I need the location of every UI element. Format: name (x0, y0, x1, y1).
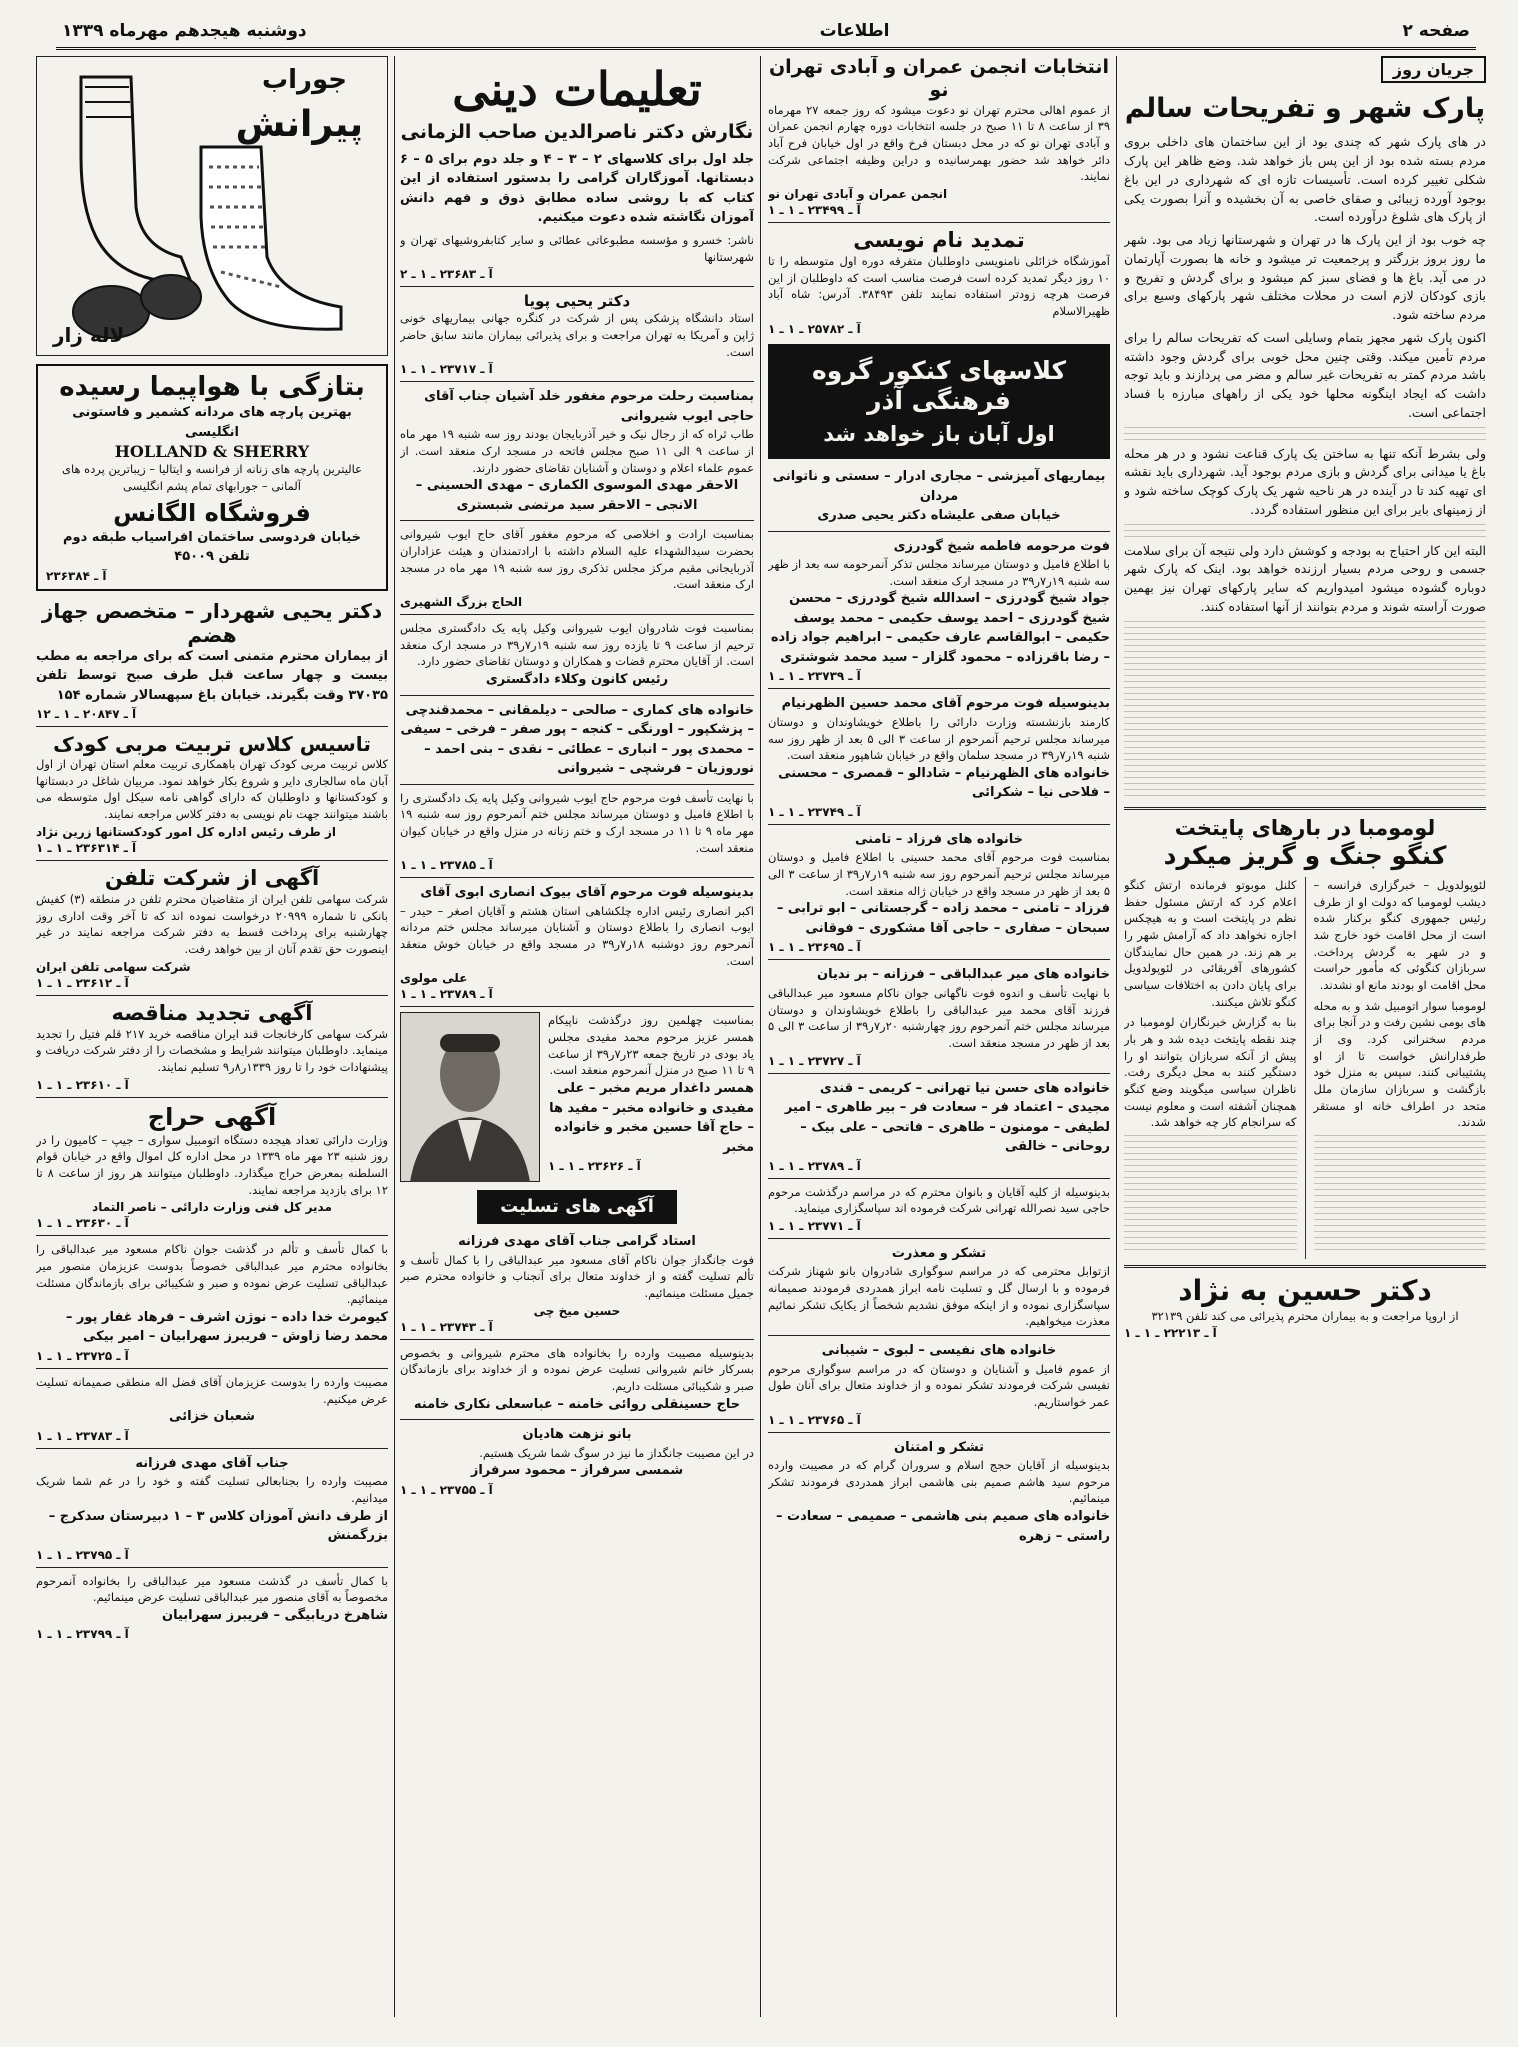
ad-code: آ ـ ۲۳۷۴۳ ـ ۱ ـ ۱ (400, 1319, 493, 1334)
divider (36, 1097, 388, 1098)
obituary-signature: علی مولوی (400, 971, 468, 986)
ad-code: آ ـ ۲۳۶۹۵ ـ ۱ ـ ۱ (768, 940, 861, 955)
obituary-text: بدینوسیله از کلیه آقایان و بانوان محترم که در مراسم درگذشت مرحوم حاجی سید نصرالله تهرانی شرکت فرموده اند سپاسگزاری مینماید. (768, 1184, 1110, 1216)
column-rule (1116, 56, 1117, 2017)
notice-text: از عموم اهالی محترم تهران نو دعوت میشود که روز جمعه ۲۷ مهرماه ۳۹ از ساعت ۸ تا ۱۱ صبح در جلسه انتخابات دوره چهارم انجمن عمران و آبادی تهران نو که در محل دبستان فرخ واقع در اول خیابان فرح آباد دائر خواهد شد حضور بهمرسانیده و دراین وظیفه اجتماعی شرکت نمایند. (768, 102, 1110, 184)
condolence-signature: حسین میخ چی (533, 1303, 621, 1318)
doctor-ad-name: دکتر حسین به نژاد (1178, 1273, 1432, 1307)
masthead (56, 14, 1476, 50)
notice-text: شرکت سهامی کارخانجات قند ایران مناقصه خرید ۲۱۷ قلم فتیل را تجدید مینماید. داوطلبان میتوانند شرایط و مشخصات را از دفتر شرکت دریافت و پیشنهادات خود را تا روز ۱۳۳۹ر۸ر۹ تسلیم نمایند. (36, 1026, 388, 1075)
obituary-names: خانواده های کماری – صالحی – دیلمقانی – محمدقندچی – پزشکپور – اورنگی – کنجه – پور صفر – فرخی – سیفی – محمدی پور – انباری – عطائی – نقدی – بنی احمد – نوروزیان – فرشچی – شیروانی (400, 702, 754, 777)
congo-subheadline: کنگو جنگ و گریز میکرد (1163, 840, 1447, 870)
ad-code: آ ـ ۲۳۷۶۵ ـ ۱ ـ ۱ (768, 1412, 861, 1427)
divider (36, 995, 388, 996)
faded-text (1124, 621, 1486, 801)
thanks-title: تشکر و معذرت (891, 1245, 987, 1261)
faded-text (1124, 1135, 1297, 1255)
article-paragraph: لومومبا سوار اتومبیل شد و به محله های بومی نشین رفت و در آنجا برای مردم سخنرانی کرد. وی از طرفدارانش خواست تا از او پشتیبانی کنند. سپس به منزل خود بازگشت و سربازان سازمان ملل متحد در اطراف خانه او مستقر شدند. (1313, 998, 1486, 1130)
ad-code: آ ـ ۲۳۶۱۲ ـ ۱ ـ ۱ (36, 975, 129, 990)
condolence-text: در این مصیبت جانگداز ما نیز در سوگ شما شریک هستیم. (479, 1445, 754, 1460)
obituary-names: جواد شیخ گودرزی – اسدالله شیخ گودرزی – محسن شیخ گودرزی – احمد یوسف حکیمی – محمد یوسف حکیمی – ابوالقاسم عارف حکیمی – ابراهیم جواد زاده – رضا باقرزاده – محمود گلزار – سید محمد شوشتری (770, 591, 1110, 665)
faded-text (1124, 524, 1486, 538)
condolence-signature: حاج حسینقلی روائی خامنه – عباسعلی نکاری خامنه (413, 1396, 741, 1412)
section-label: جریان روز (1381, 56, 1486, 83)
divider (768, 1238, 1110, 1239)
article-paragraph: در های پارک شهر که چندی بود از این ساختمان های داخلی بروی مردم بسته شده بود از این پس باز خواهد شد. وضع ظاهر این پارک شکلی تغییر کرده است. تأسیسات تازه ای که شهرداری در این باغ بوجود آورده زیبائی و صفای خاصی به آن بخشیده و آنرا بصورت یکی از پارک های شلوغ درآورده است. (1124, 134, 1486, 225)
notice-signature: مدیر کل فنی وزارت دارائی – ناصر التماد (92, 1200, 332, 1215)
obituary-signature: الحاج بزرگ الشهیری (400, 595, 523, 610)
divider (36, 1368, 388, 1369)
condolence-text: فوت جانگداز جوان ناکام آقای مسعود میر عبدالباقی را با کمال تأسف و تألم تسلیت گفته و از خداوند متعال برای آنجناب و خانواده محترم صبر جمیل مسئلت مینمائیم. (400, 1252, 754, 1300)
socks-label: جوراب (261, 65, 347, 95)
divider (400, 381, 754, 382)
article-paragraph: چه خوب بود از این پارک ها در تهران و شهرستانها زیاد می بود. شهر ما روز بروز بزرگتر و پرجمعیت تر میشود و خانه ها بصورت آپارتمان در می آید. باغ ها و فضای سبز کم میشود و برای گردش و تفریح و بازی کودکان لازم است در محلات مختلف شهر پارکهای وسیع برای مردم ساخته شود. (1124, 232, 1486, 323)
memorial-text: بمناسبت چهلمین روز درگذشت ناپیکام همسر عزیز مرحوم محمد مفیدی مجلس یاد بودی در تاریخ جمعه ۲۳ر۷ر۳۹ از ساعت ۹ تا ۱۱ صبح در منزل آنمرحوم منعقد است. (548, 1013, 754, 1078)
memorial-signature: همسر داغدار مریم مخبر – علی مفیدی و خانواده مخبر – مفید ها – حاج آقا حسین مخبر و خانواده مخبر (549, 1081, 754, 1155)
notice-title: آگهی حراج (147, 1102, 277, 1131)
condolence-signature: از طرف دانش آموزان کلاس ۳ – ۱ دبیرستان سدکرج – بزرگمنش (48, 1508, 388, 1544)
divider (768, 222, 1110, 223)
condolence-text: با کمال تأسف در گذشت مسعود میر عبدالباقی را بخانواده آنمرحوم مخصوصاً به آقای منصور میر عبدالباقی تسلیت عرض مینمائیم. (36, 1573, 388, 1605)
column-notices (768, 56, 1110, 2017)
obituary-title: بدینوسیله فوت مرحوم آقای بیوک انصاری ابوی آقای (420, 885, 754, 901)
obituary-text: کارمند بازنشسته وزارت دارائی را باطلاع خویشاوندان و دوستان میرساند مجلس ترحیم آنمرحوم از ساعت ۳ الی ۵ بعد از ظهر روز سه شنبه ۱۹ر۷ر۳۹ در مسجد سلمان واقع در خیابان شاهپور منعقد است. (768, 714, 1110, 763)
obituary-names: فرزاد – تامنی – محمد زاده – گرجستانی – ابو ترابی – سبحان – صفاری – حاجی آقا مشکوری – فوقانی (776, 901, 1110, 936)
ad-code: آ ـ ۲۳۶۳۸۴ (46, 568, 107, 583)
divider (400, 520, 754, 521)
holland-title: بتازگی با هواپیما رسیده (59, 372, 365, 402)
banner-line: کلاسهای کنکور گروه فرهنگی آذر (811, 355, 1067, 415)
obituary-title: خانواده های فرزاد – تامنی (855, 831, 1023, 847)
obituary-signature: رئیس کانون وکلاء دادگستری (485, 672, 669, 688)
obituary-names: خانواده های صمیم بنی هاشمی – صمیمی – سعادت – راستی – زهره (776, 1509, 1110, 1544)
ad-code: آ ـ ۲۳۷۵۵ ـ ۱ ـ ۱ (400, 1482, 493, 1497)
clinic-address: خیابان صفی علیشاه دکتر یحیی صدری (817, 508, 1061, 524)
condolence-title: استاد گرامی جناب آقای مهدی فرزانه (458, 1234, 696, 1250)
masthead-date: دوشنبه هیجدهم مهرماه ۱۳۳۹ (62, 20, 307, 41)
divider (768, 688, 1110, 689)
doctor-ad-text: از اروپا مراجعت و به بیماران محترم پذیرائی می کند تلفن ۳۲۱۳۹ (1151, 1308, 1459, 1323)
divider (768, 531, 1110, 532)
article-paragraph: کلنل موبوتو فرمانده ارتش کنگو اعلام کرد که ارتش مسئول حفظ نظم در پایتخت است و به هیچکس اجازه نخواهد داد که آرامش شهر را بر هم زند. در همین حال نمایندگان کشورهای آفریقائی در لئوپولدویل برای پایان دادن به اختلافات سیاسی کنگو تلاش میکنند. (1124, 877, 1297, 1009)
talimat-text: جلد اول برای کلاسهای ۲ – ۳ – ۴ و جلد دوم برای ۵ – ۶ دبستانها. آموزگاران گرامی را بدستور استفاده از این کتاب که با روشی ساده مطابق ذوق و فهم دانش آموزان نگاشته شده دعوت میکنیم. (400, 151, 754, 226)
notice-text: شرکت سهامی تلفن ایران از متقاضیان محترم تلفن در منطقه (۳) کفیش بانکی تا شماره ۲۰۹۹۹ درخواست نموده اند که تا آخر وقت اداری روز چهارشنبه برای پرداخت قسط به دفتر شرکت مراجعه نمایند در غیر اینصورت حق تقدم آنان از بین خواهد رفت. (36, 891, 388, 956)
obituary-text: اکبر انصاری رئیس اداره چلکشاهی استان هشتم و آقایان اصغر – حیدر – ایوب انصاری را باطلاع دوستان و آشنایان میرساند مجلس ختم مردانه آنمرحوم روز دوشنبه ۱۸ر۷ر۳۹ در مسجد واقع در خیابان خوش منعقد است. (400, 903, 754, 968)
talimat-title: تعلیمات دینی (452, 62, 702, 116)
obituary-title: بدینوسیله فوت مرحوم آقای محمد حسین الظهرنیام (781, 696, 1110, 712)
column-advertisements (36, 56, 388, 2017)
thanks-text: بدینوسیله از آقایان حجج اسلام و سروران گرام که در مصیبت وارده مرحوم سید هاشم صمیم بنی هاشمی ابراز همدردی فرمودند تشکر مینمائیم. (768, 1458, 1110, 1506)
notice-text: کلاس تربیت مربی کودک تهران باهمکاری تربیت معلم استان تهران از اول آبان ماه سالجاری دایر و شروع بکار خواهد نمود. مربیان شاغل در دبستانها و کودکستانها و داوطلبان که دارای گواهی نامه سیکل اول متوسطه می باشند میتوانند جهت نام نویسی به دفتر کلاس مراجعه نمایند. (36, 757, 388, 822)
notice-title: آگهی تجدید مناقصه (111, 1000, 313, 1025)
socks-store: لاله زار (53, 323, 125, 347)
divider (36, 1567, 388, 1568)
condolence-text: بدینوسیله مصیبت وارده را بخانواده های محترم شیروانی و بخصوص بسرکار خانم شیروانی تسلیت عرض نموده و از خداوند برای بازماندگان صبر و شکیبائی مسئلت داریم. (400, 1345, 754, 1393)
ad-code: آ ـ ۲۳۷۸۹ ـ ۱ ـ ۱ (768, 1158, 861, 1173)
ad-code: آ ـ ۲۳۷۲۵ ـ ۱ ـ ۱ (36, 1348, 129, 1363)
divider (400, 784, 754, 785)
notice-title: تمدید نام نویسی (853, 227, 1025, 252)
obituary-title: خانواده های میر عبدالباقی – فرزانه – بر ندیان (817, 967, 1110, 983)
ad-code: آ ـ ۲۳۶۸۳ ـ ۱ ـ ۲ (400, 267, 493, 282)
divider (768, 824, 1110, 825)
thanks-text: از عموم فامیل و آشنایان و دوستان که در مراسم سوگواری مرحوم نفیسی شرکت فرمودند تشکر نموده و از خداوند متعال برای آنان طول عمر خواستاریم. (768, 1361, 1110, 1409)
socks-brand-name: پیرانش (235, 104, 363, 145)
obituary-text: با نهایت تأسف فوت مرحوم حاج ایوب شیروانی وکیل پایه یک دادگستری را با اطلاع فامیل و دوستان میرساند مجلس ختم آنمرحوم روز سه شنبه ۱۹ مهر ماه ۹ تا ۱۱ در مسجد ارک و ختم زنانه در منزل واقع در خیابان کیوان منعقد است. (400, 790, 754, 855)
ad-code: آ ـ ۲۳۴۹۹ ـ ۱ ـ ۱ (768, 202, 861, 217)
ad-code: آ ـ ۲۳۷۸۵ ـ ۱ ـ ۱ (400, 858, 493, 873)
article-paragraph: البته این کار احتیاج به بودجه و کوشش دارد ولی نتیجه آن برای سلامت جسمی و روحی مردم بسیار ارزنده خواهد بود. اینک که پارک شهر دوباره گشوده میشود امیدواریم که سایر پارکهای تهران نیز بهمین صورت آراسته شوند و مردم بتوانند از آنها استفاده کنند. (1124, 542, 1486, 614)
ad-code: آ ـ ۲۵۷۸۲ ـ ۱ ـ ۱ (768, 321, 861, 336)
article-paragraph: بنا به گزارش خبرنگاران لومومبا در چند نقطه پایتخت دیده شد و هر بار پیش از آنکه سربازان بتوانند او را دستگیر کنند به محل دیگری رفت. ناظران سیاسی میگویند وضع کنگو همچنان آشفته است و معلوم نیست که سرانجام کار چه خواهد شد. (1124, 1015, 1297, 1130)
column-religious-education (400, 56, 754, 2017)
ad-code: آ ـ ۲۳۷۹۹ ـ ۱ ـ ۱ (36, 1627, 129, 1642)
talimat-byline: نگارش دکتر ناصرالدین صاحب الزمانی (400, 121, 754, 144)
notice-text: استاد دانشگاه پزشکی پس از شرکت در کنگره جهانی بیماریهای خونی ژاپن و آمریکا به تهران مراجعت و برای پذیرائی بیماران مانند سابق حاضر است. (400, 311, 754, 359)
holland-subtitle: بهترین پارچه های مردانه کشمیر و فاستونی انگلیسی (72, 405, 352, 440)
divider (768, 1073, 1110, 1074)
banner-line: اول آبان باز خواهد شد (823, 421, 1055, 446)
clinic-title: بیماریهای آمیزشی – مجاری ادرار – سستی و ناتوانی مردان (772, 469, 1106, 504)
obituary-text: بمناسبت فوت شادروان ایوب شیروانی وکیل پایه یک دادگستری مجلس ترحیم از ساعت ۹ تا یازده روز سه شنبه ۱۹ر۷ر۳۹ در مسجد ارک منعقد است. از آقایان محترم قضات و همکاران و دوستان تقاضای حضور دارد. (400, 621, 754, 669)
thanks-title: خانواده های نفیسی – لبوی – شیبانی (821, 1343, 1057, 1359)
divider (400, 1006, 754, 1007)
holland-sherry-advertisement (36, 364, 388, 591)
ad-code: آ ـ ۲۳۶۳۰ ـ ۱ ـ ۱ (36, 1216, 129, 1231)
holland-store: فروشگاه الگانس (113, 498, 311, 527)
faded-text (1314, 1135, 1487, 1255)
ad-code: آ ـ ۲۳۶۲۶ ـ ۱ ـ ۱ (548, 1159, 641, 1174)
obituary-text: بمناسبت فوت مرحوم آقای محمد حسینی با اطلاع فامیل و دوستان میرساند مجلس ترحیم آنمرحوم روز سه شنبه ۱۹ر۷ر۳۹ از ساعت ۳ الی ۵ بعد از ظهر در مسجد واقع در خیابان ژاله منعقد است. (768, 850, 1110, 898)
condolence-text: مصیبت وارده را بدوست عزیزمان آقای فضل اله منطقی صمیمانه تسلیت عرض میکنیم. (36, 1374, 388, 1406)
divider (36, 726, 388, 727)
obituary-title: فوت مرحومه فاطمه شیخ گودرزی (893, 538, 1110, 554)
article-paragraph: ولی بشرط آنکه تنها به ساختن یک پارک قناعت نشود و در هر محله باغ یا میدانی برای گردش و بازی مردم بوجود آید. شهرداری باید نقشه ای تهیه کند تا در آینده در هر ناحیه شهر یک پارک کوچک ساخته شود و از زمینهای بایر برای این منظور استفاده گردد. (1124, 445, 1486, 517)
obituary-text: با نهایت تأسف و اندوه فوت ناگهانی جوان ناکام مسعود میر عبدالباقی فرزند آقای محمد میر عبدالباقی را باطلاع خویشاوندان و دوستان میرساند مجلس ختم آنمرحوم روز چهارشنبه ۲۰ر۷ر۳۹ از ساعت ۳ الی ۵ بعد از ظهر در مسجد منعقد است. (768, 985, 1110, 1050)
divider (36, 860, 388, 861)
article-paragraph: اکنون پارک شهر مجهز بتمام وسایلی است که تفریحات سالم را برای مردم تأمین میکند. وقتی چنین محل خوبی برای گردش وجود داشته باشد مردم کمتر به تفریحات غیر سالم و مضر می پردازند و باید توجه داشت که ایجاد اینگونه محلها خود یکی از راههای مبارزه با فساد اجتماعی است. (1124, 329, 1486, 420)
ad-code: آ ـ ۲۳۶۳۱۴ ـ ۱ ـ ۱ (36, 840, 137, 855)
article-headline: پارک شهر و تفریحات سالم (1124, 93, 1486, 124)
divider (36, 1448, 388, 1449)
obituary-names: خانواده های الظهرنیام – شادالو – قمصری – محسنی – فلاحی نیا – شکرائی (778, 765, 1110, 801)
notice-title: انتخابات انجمن عمران و آبادی تهران نو (768, 56, 1110, 101)
notice-signature: انجمن عمران و آبادی تهران نو (768, 186, 948, 201)
condolence-signature: شعبان خزائی (169, 1409, 255, 1425)
notice-title: دکتر یحیی پویا (523, 292, 631, 311)
column-current-affairs (1124, 56, 1486, 2017)
condolence-text: با کمال تأسف و تألم در گذشت جوان ناکام مسعود میر عبدالباقی را بخانواده محترم میر عبدالباقی خصوصاً بدوست عزیزمان منصور میر عبدالباقی تسلیت عرض نموده و صبر و شکیبائی برای بازماندگان مسئلت مینمائیم. (36, 1242, 388, 1307)
obituary-signature: الاحقر مهدی الموسوی الکماری – مهدی الحسینی – الانجی – الاحقر سید مرتضی شبستری (415, 478, 739, 513)
condolence-signature: کیومرث خدا داده – نوژن اشرف – فرهاد غفار پور – محمد رضا زاوش – فریبرز سهرابیان – امیر بیکی (65, 1309, 388, 1345)
column-rule (394, 56, 395, 2017)
ad-code: آ ـ ۲۳۷۱۷ ـ ۱ ـ ۱ (400, 362, 493, 377)
condolence-text: مصیبت وارده را بجنابعالی تسلیت گفته و خود را در غم شما شریک میدانیم. (36, 1474, 388, 1505)
holland-brand: HOLLAND & SHERRY (114, 442, 310, 462)
notice-signature: شرکت سهامی تلفن ایران (36, 959, 191, 974)
notice-text: آموزشگاه خزائلی نامنویسی داوطلبان متفرقه دوره اول متوسطه را تا ۱۰ روز دیگر تمدید کرده است فرصت مناسب است که داوطلبان از این فرصت هرچه زودتر استفاده نمایند تلفن ۳۸۴۹۳. آدرس: شاه آباد ظهیرالاسلام (768, 254, 1110, 319)
ad-code: آ ـ ۲۳۷۹۵ ـ ۱ ـ ۱ (36, 1547, 129, 1562)
divider (400, 286, 754, 287)
condolence-title: بانو نزهت هادیان (522, 1427, 632, 1443)
notice-signature: از طرف رئیس اداره کل امور کودکستانها زرین نژاد (36, 824, 337, 839)
obituary-text: با اطلاع فامیل و دوستان میرساند مجلس تذکر آنمرحومه سه بعد از ظهر سه شنبه ۱۹ر۷ر۳۹ در مسجد ارک منعقد است. (768, 557, 1110, 588)
condolence-signature: شمسی سرفراز – محمود سرفراز (470, 1463, 684, 1479)
ad-code: آ ـ ۲۳۷۳۹ ـ ۱ ـ ۱ (768, 669, 861, 684)
obituary-text: طاب ثراه که از رجال نیک و خیر آذربایجان بودند روز سه شنبه ۱۹ مهر ماه از ساعت ۹ الی ۱۱ صبح مجلس فاتحه در مسجد ارک منعقد است. از عموم علماء اعلام و دوستان و آشنایان تقاضای حضور دارند. (400, 427, 754, 475)
doctor-ad-title: دکتر یحیی شهردار – متخصص جهاز هضم (41, 598, 383, 647)
holland-text: عالیترین پارچه های زنانه از فرانسه و ایتالیا – زیباترین پرده های آلمانی – جورابهای تمام پشم انگلیسی (61, 462, 363, 494)
ad-code: آ ـ ۲۰۸۴۷ ـ ۱ ـ ۱۲ (36, 707, 137, 722)
divider (1124, 1265, 1486, 1268)
divider (400, 614, 754, 615)
divider (768, 1178, 1110, 1179)
portrait-photo (400, 1012, 540, 1182)
obituary-title: خانواده های حسن نیا تهرانی – کریمی – قندی (819, 1080, 1110, 1096)
notice-title: تاسیس کلاس تربیت مربی کودک (53, 732, 371, 757)
masthead-paper-name: اطلاعات (819, 20, 890, 41)
divider (768, 1335, 1110, 1336)
thanks-title: تشکر و امتنان (894, 1439, 984, 1455)
divider (36, 1235, 388, 1236)
masthead-page-number: صفحه ۲ (1402, 20, 1470, 41)
divider (400, 695, 754, 696)
notice-text: وزارت دارائی تعداد هیجده دستگاه اتومبیل سواری – جیپ – کامیون را در روز شنبه ۲۳ مهر ماه ۱۳۳۹ در محل اداره کل اموال واقع در خیابان قوام السلطنه بمعرض حراج میگذارد. داوطلبان میتوانند هر روز از ساعت ۸ تا ۱۲ برای بازدید مراجعه نمایند. (36, 1132, 388, 1197)
ad-code: آ ـ ۲۳۷۲۷ ـ ۱ ـ ۱ (768, 1053, 861, 1068)
thanks-text: ازتوابل محترمی که در مراسم سوگواری شادروان بانو شهناز شرکت فرموده و با ارسال گل و تسلیت نامه ابراز همدردی فرمودند صمیمانه سپاسگزاری نموده و از اینکه موفق نشدیم شخصاً از یکایک تشکر نمائیم معذرت میخواهیم. (768, 1264, 1110, 1329)
condolence-banner (477, 1190, 677, 1224)
obituary-title: بمناسبت رحلت مرحوم مغفور خلد آشیان جناب آقای حاجی ایوب شیروانی (424, 389, 754, 424)
socks-illustration (41, 57, 381, 357)
socks-advertisement (36, 56, 388, 356)
divider (1124, 807, 1486, 810)
ad-code: آ ـ ۲۳۷۸۳ ـ ۱ ـ ۱ (36, 1428, 129, 1443)
divider (400, 1339, 754, 1340)
faded-text (1124, 427, 1486, 441)
obituary-names: مجیدی – اعتماد فر – سعادت فر – بیر طاهری – امیر لطیفی – مومنون – طاهری – فاتحی – علی بیک – روحانی – خالقی (784, 1100, 1110, 1155)
ad-code: آ ـ ۲۳۷۴۹ ـ ۱ ـ ۱ (768, 804, 861, 819)
divider (400, 1419, 754, 1420)
article-paragraph: لئوپولدویل – خبرگزاری فرانسه – دیشب لومومبا که دولت او از طرف رئیس جمهوری کنگو برکنار شده است از محل اقامت خود خارج شد و در شهر به گردش پرداخت. سربازان کنگوئی که مأمور حراست محل اقامت او بودند مانع او نشدند. (1313, 877, 1486, 992)
memorial-notice (400, 1012, 754, 1182)
column-rule (760, 56, 761, 2017)
divider (400, 877, 754, 878)
ad-code: آ ـ ۲۳۶۱۰ ـ ۱ ـ ۱ (36, 1077, 129, 1092)
condolence-label: آگهی های تسلیت (500, 1196, 654, 1218)
divider (768, 959, 1110, 960)
ad-code: آ ـ ۲۳۷۸۹ ـ ۱ ـ ۱ (400, 987, 493, 1002)
talimat-publisher: ناشر: خسرو و مؤسسه مطبوعاتی عطائی و سایر کتابفروشیهای تهران و شهرستانها (400, 232, 754, 264)
ad-code: آ ـ ۲۲۲۱۳ ـ ۱ ـ ۱ (1124, 1326, 1217, 1341)
condolence-title: جناب آقای مهدی فرزانه (135, 1455, 289, 1471)
congo-article (1124, 877, 1486, 1259)
condolence-signature: شاهرخ دریابیگی – فریبرز سهرابیان (162, 1607, 388, 1623)
obituary-text: بمناسبت ارادت و اخلاصی که مرحوم مغفور آقای حاج ایوب شیروانی بحضرت سیدالشهداء علیه السلام داشته با ارادتمندان و هیئت عزاداران آذربایجانی مقیم مرکز مجلس تذکری روز سه شنبه ۱۹ مهر ماه در مسجد ارک منعقد است. (400, 527, 754, 592)
doctor-ad-text: از بیماران محترم متمنی است که برای مراجعه به مطب بیست و چهار ساعت قبل طرف صبح توسط تلفن ۳۷۰۳۵ وقت بگیرند. خیابان باغ سپهسالار شماره ۱۵۴ (36, 648, 388, 703)
divider (768, 1432, 1110, 1433)
ad-code: آ ـ ۲۳۷۷۱ ـ ۱ ـ ۱ (768, 1218, 861, 1233)
notice-title: آگهی از شرکت تلفن (104, 865, 320, 890)
azar-class-banner (768, 344, 1110, 459)
holland-address: خیابان فردوسی ساختمان افراسیاب طبقه دوم تلفن ۴۵۰۰۹ (63, 529, 361, 565)
congo-headline: لومومبا در بارهای پایتخت (1174, 815, 1436, 840)
